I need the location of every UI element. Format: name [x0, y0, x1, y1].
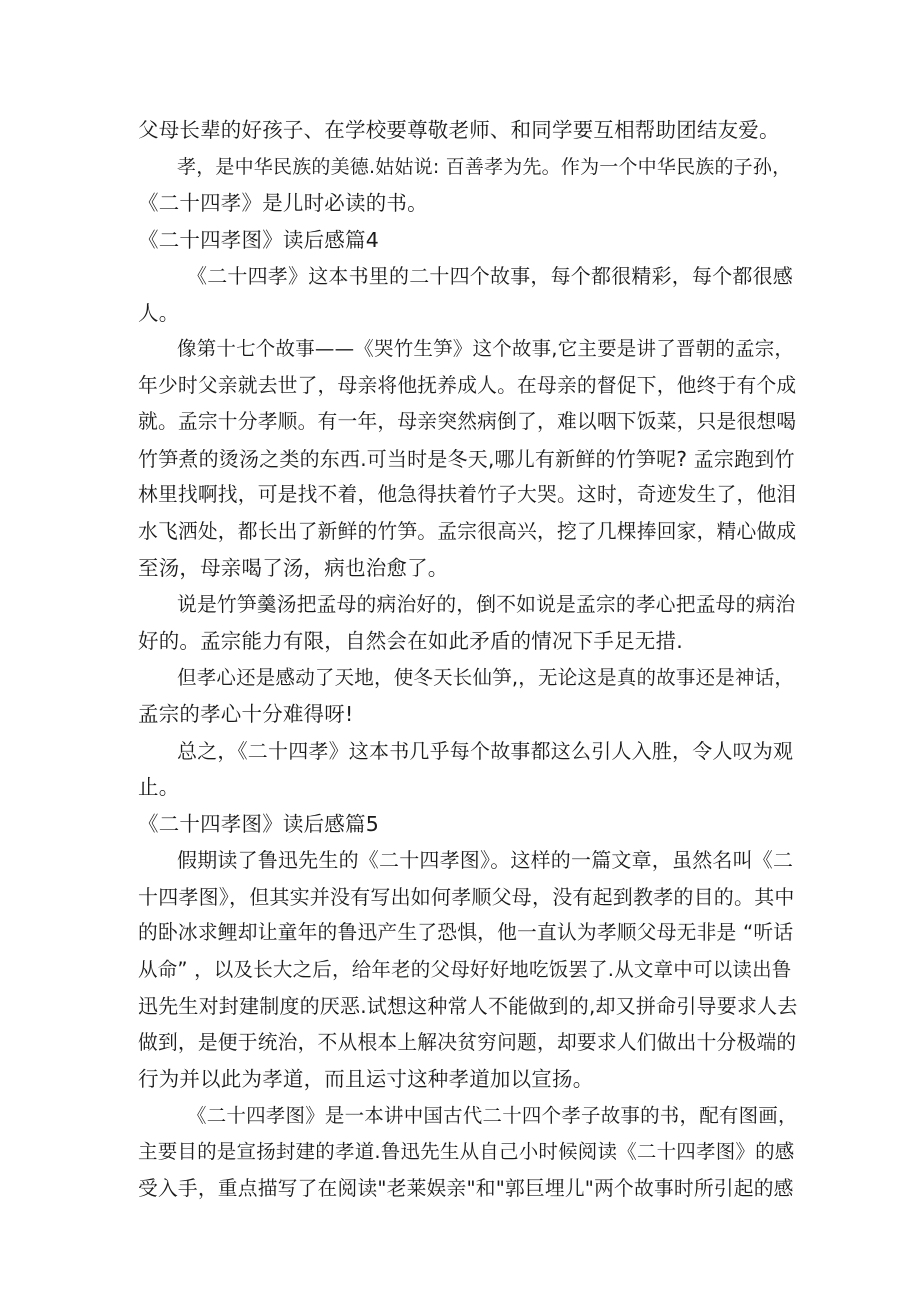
paragraph-line: 孟宗的孝心十分难得呀!: [138, 702, 354, 726]
paragraph-line: 《二十四孝》这本书里的二十四个故事，每个都很精彩，每个都很感: [187, 264, 793, 288]
paragraph-line: 止。: [138, 775, 180, 799]
paragraph-line: 父母长辈的好孩子、在学校要尊敬老师、和同学要互相帮助团结友爱。: [138, 118, 780, 142]
paragraph-line: 好的。孟宗能力有限，自然会在如此矛盾的情况下手足无措.: [138, 629, 683, 653]
paragraph-line: 做到，是便于统治，不从根本上解决贫穷问题，却要求人们做出十分极端的: [138, 1030, 797, 1054]
paragraph-line: 假期读了鲁迅先生的《二十四孝图》。这样的一篇文章，虽然名叫《二: [177, 848, 794, 872]
paragraph-line: 的卧冰求鲤却让童年的鲁迅产生了恐惧，他一直认为孝顺父母无非是 “听话: [138, 921, 794, 944]
paragraph-line: 从命” ，以及长大之后，给年老的父母好好地吃饭罢了.从文章中可以读出鲁: [138, 957, 792, 981]
paragraph-line: 十四孝图》，但其实并没有写出如何孝顺父母，没有起到教孝的目的。其中: [138, 884, 795, 909]
paragraph-line: 《二十四孝》是儿时必读的书。: [138, 191, 428, 215]
paragraph-line: 迅先生对封建制度的厌恶.试想这种常人不能做到的,却又拼命引导要求人去: [138, 994, 798, 1018]
paragraph-line: 像第十七个故事——《哭竹生笋》这个故事,它主要是讲了晋朝的孟宗，: [177, 337, 795, 360]
paragraph-line: 人。: [138, 300, 180, 325]
paragraph-line: 说是竹笋羹汤把孟母的病治好的，倒不如说是孟宗的孝心把孟母的病治: [177, 592, 796, 616]
paragraph-line: 林里找啊找，可是找不着，他急得扶着竹子大哭。这时，奇迹发生了，他泪: [138, 483, 797, 506]
paragraph-line: 孝，是中华民族的美德.姑姑说: 百善孝为先。作为一个中华民族的子孙，: [177, 155, 792, 178]
paragraph-line: 主要目的是宣扬封建的孝道.鲁迅先生从自己小时候阅读《二十四孝图》的感: [138, 1140, 795, 1163]
section-heading-5: 《二十四孝图》读后感篇5: [138, 811, 379, 836]
section-heading-4: 《二十四孝图》读后感篇4: [138, 227, 379, 252]
paragraph-line: 至汤，母亲喝了汤，病也治愈了。: [138, 556, 449, 580]
paragraph-line: 受入手，重点描写了在阅读"老莱娱亲"和"郭巨埋儿"两个故事时所引起的感: [138, 1176, 794, 1200]
paragraph-line: 就。孟宗十分孝顺。有一年，母亲突然病倒了，难以咽下饭菜，只是很想喝: [138, 410, 797, 433]
paragraph-line: 年少时父亲就去世了，母亲将他抚养成人。在母亲的督促下，他终于有个成: [138, 373, 797, 397]
paragraph-line: 水飞洒处，都长出了新鲜的竹笋。孟宗很高兴，挖了几棵捧回家，精心做成: [138, 519, 797, 543]
paragraph-line: 竹笋煮的烫汤之类的东西.可当时是冬天,哪儿有新鲜的竹笋呢? 孟宗跑到竹: [138, 446, 795, 471]
paragraph-line: 《二十四孝图》是一本讲中国古代二十四个孝子故事的书，配有图画，: [187, 1103, 798, 1127]
paragraph-line: 但孝心还是感动了天地，使冬天长仙笋,，无论这是真的故事还是神话，: [177, 665, 795, 689]
paragraph-line: 总之，《二十四孝》这本书几乎每个故事都这么引人入胜，令人叹为观: [177, 738, 794, 763]
paragraph-line: 行为并以此为孝道，而且运寸这种孝道加以宣扬。: [138, 1067, 594, 1091]
document-body: [138, 112, 798, 1207]
